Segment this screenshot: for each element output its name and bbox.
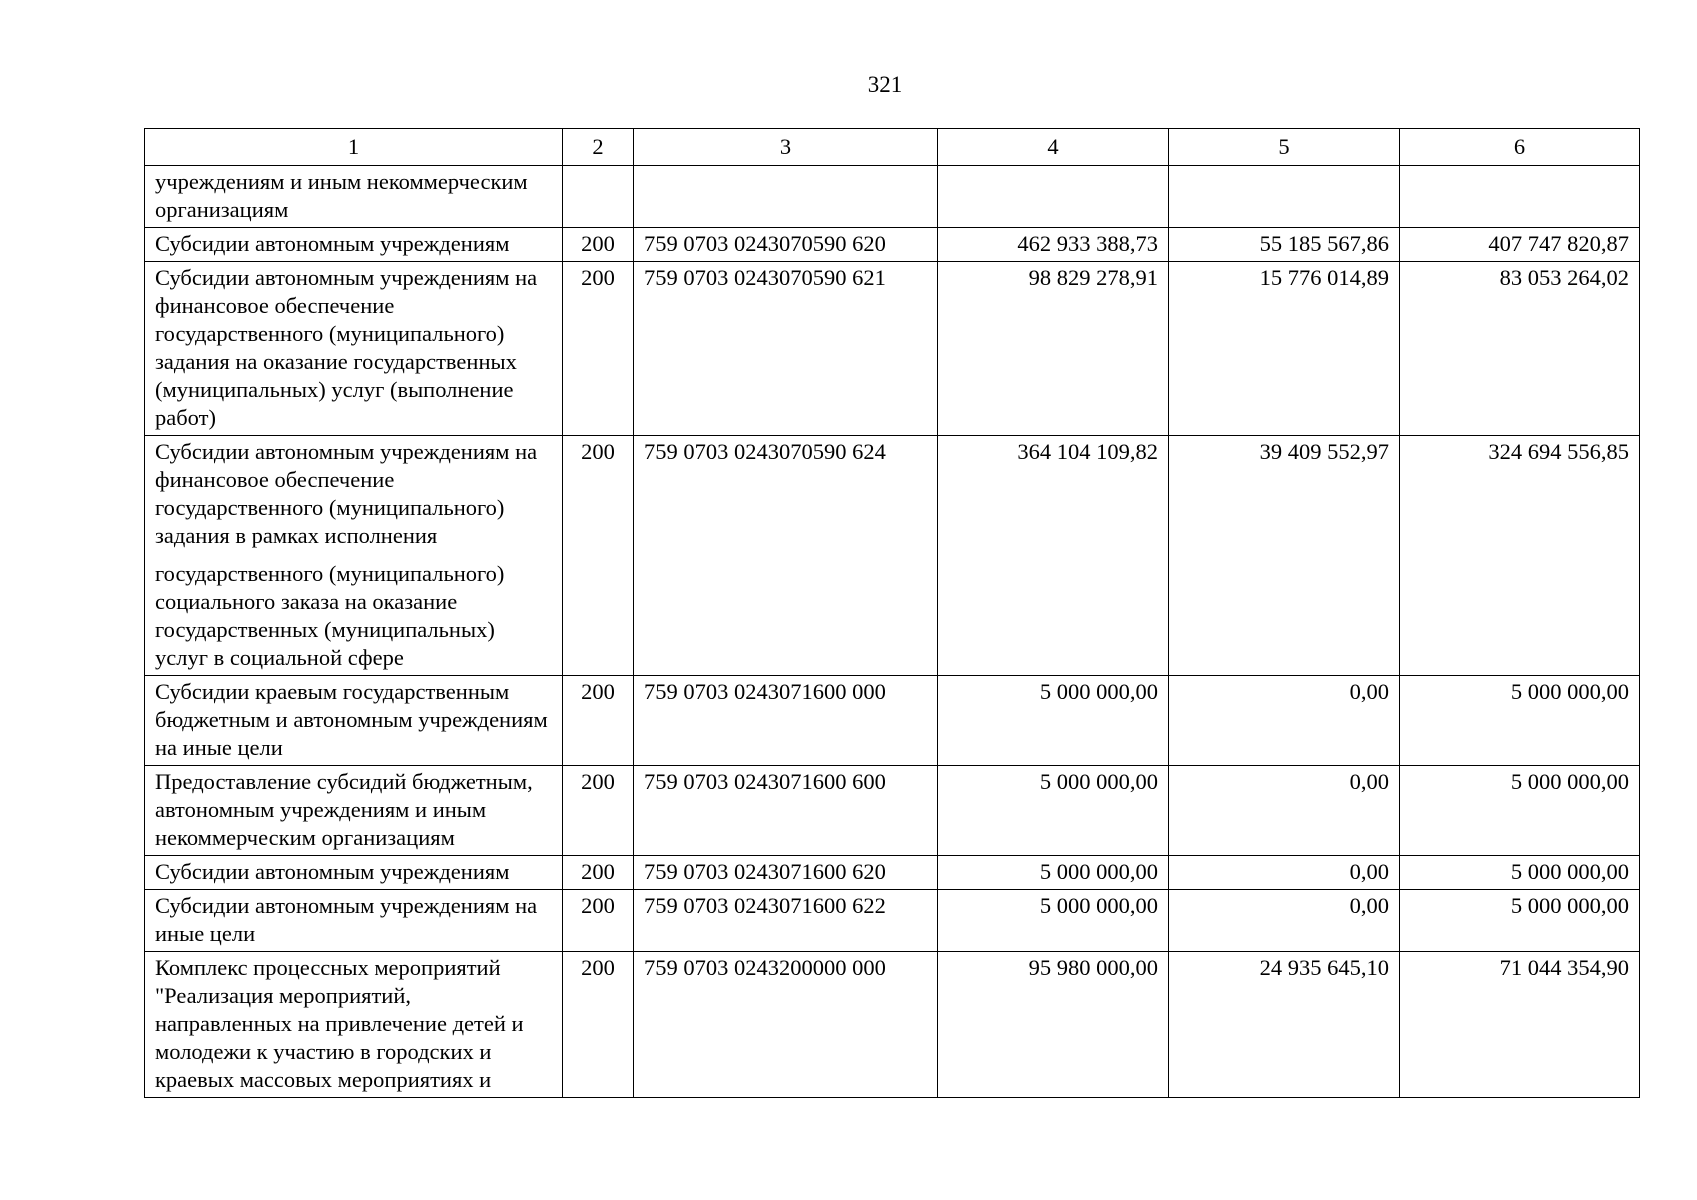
executed-amount-cell [1169,166,1400,228]
indicator-name-text: Субсидии краевым государственным бюджетным и автономным учреждениям на иные цели [155,679,548,760]
approved-amount-cell: 98 829 278,91 [938,262,1169,436]
indicator-name-text: учреждениям и иным некоммерческим организациям [155,169,528,222]
budget-classification-code-cell: 759 0703 0243070590 620 [634,228,938,262]
approved-amount-cell: 462 933 388,73 [938,228,1169,262]
line-code-cell: 200 [563,228,634,262]
executed-amount-cell: 0,00 [1169,890,1400,952]
table-row [145,890,1640,952]
line-code-cell [563,166,634,228]
indicator-name-cell [145,228,563,262]
unexecuted-amount-cell: 407 747 820,87 [1400,228,1640,262]
table-body [145,166,1640,1098]
line-code-cell: 200 [563,262,634,436]
line-code-cell: 200 [563,952,634,1098]
indicator-name-cell [145,856,563,890]
table-row [145,166,1640,228]
column-header-6: 6 [1400,129,1640,166]
approved-amount-cell: 5 000 000,00 [938,890,1169,952]
budget-classification-code-cell: 759 0703 0243071600 000 [634,676,938,766]
column-header-5: 5 [1169,129,1400,166]
line-code-cell: 200 [563,856,634,890]
executed-amount-cell: 55 185 567,86 [1169,228,1400,262]
executed-amount-cell: 39 409 552,97 [1169,436,1400,676]
indicator-name-text: Предоставление субсидий бюджетным, автономным учреждениям и иным некоммерческим организациям [155,769,533,850]
unexecuted-amount-cell: 5 000 000,00 [1400,890,1640,952]
executed-amount-cell: 24 935 645,10 [1169,952,1400,1098]
indicator-name-cell [145,166,563,228]
approved-amount-cell: 5 000 000,00 [938,676,1169,766]
indicator-name-cell [145,262,563,436]
budget-classification-code-cell: 759 0703 0243070590 624 [634,436,938,676]
indicator-name-text: Субсидии автономным учреждениям на финансовое обеспечение государственного (муниципального) задания на оказание государственных (муниципальных) услуг (выполнение работ) [155,265,538,430]
unexecuted-amount-cell: 5 000 000,00 [1400,856,1640,890]
column-header-3: 3 [634,129,938,166]
budget-execution-table [144,128,1640,1098]
indicator-name-cell [145,952,563,1098]
indicator-name-text: Субсидии автономным учреждениям на финансовое обеспечение государственного (муниципального) задания в рамках исполнения [155,439,538,548]
page-number: 321 [867,72,903,97]
indicator-name-cell [145,890,563,952]
budget-classification-code-cell: 759 0703 0243071600 620 [634,856,938,890]
indicator-name-text: Субсидии автономным учреждениям на иные цели [155,893,538,946]
unexecuted-amount-cell: 5 000 000,00 [1400,676,1640,766]
line-code-cell: 200 [563,676,634,766]
table-row [145,952,1640,1098]
indicator-name-text: Субсидии автономным учреждениям [155,859,510,884]
line-code-cell: 200 [563,766,634,856]
indicator-name-text: государственного (муниципального) социального заказа на оказание государственных (муниципальных) услуг в социальной сфере [155,561,505,670]
unexecuted-amount-cell: 5 000 000,00 [1400,766,1640,856]
table-row [145,262,1640,436]
unexecuted-amount-cell: 83 053 264,02 [1400,262,1640,436]
indicator-name-cell [145,436,563,676]
budget-classification-code-cell: 759 0703 0243071600 600 [634,766,938,856]
line-code-cell: 200 [563,436,634,676]
table-row [145,856,1640,890]
indicator-name-text: Субсидии автономным учреждениям [155,231,510,256]
indicator-name-cell [145,766,563,856]
executed-amount-cell: 0,00 [1169,676,1400,766]
budget-classification-code-cell: 759 0703 0243071600 622 [634,890,938,952]
unexecuted-amount-cell: 71 044 354,90 [1400,952,1640,1098]
table-row [145,766,1640,856]
budget-classification-code-cell: 759 0703 0243070590 621 [634,262,938,436]
line-code-cell: 200 [563,890,634,952]
approved-amount-cell: 364 104 109,82 [938,436,1169,676]
table-row [145,676,1640,766]
approved-amount-cell: 5 000 000,00 [938,766,1169,856]
budget-classification-code-cell: 759 0703 0243200000 000 [634,952,938,1098]
executed-amount-cell: 0,00 [1169,766,1400,856]
table-header-row [145,129,1640,166]
table-row [145,436,1640,676]
indicator-name-cell [145,676,563,766]
executed-amount-cell: 15 776 014,89 [1169,262,1400,436]
table-row [145,228,1640,262]
column-header-1: 1 [145,129,563,166]
indicator-name-text: Комплекс процессных мероприятий "Реализация мероприятий, направленных на привлечение детей и молодежи к участию в городских и краевых массовых мероприятиях и [155,955,524,1092]
approved-amount-cell: 95 980 000,00 [938,952,1169,1098]
unexecuted-amount-cell: 324 694 556,85 [1400,436,1640,676]
unexecuted-amount-cell [1400,166,1640,228]
approved-amount-cell: 5 000 000,00 [938,856,1169,890]
column-header-4: 4 [938,129,1169,166]
executed-amount-cell: 0,00 [1169,856,1400,890]
budget-classification-code-cell [634,166,938,228]
column-header-2: 2 [563,129,634,166]
approved-amount-cell [938,166,1169,228]
